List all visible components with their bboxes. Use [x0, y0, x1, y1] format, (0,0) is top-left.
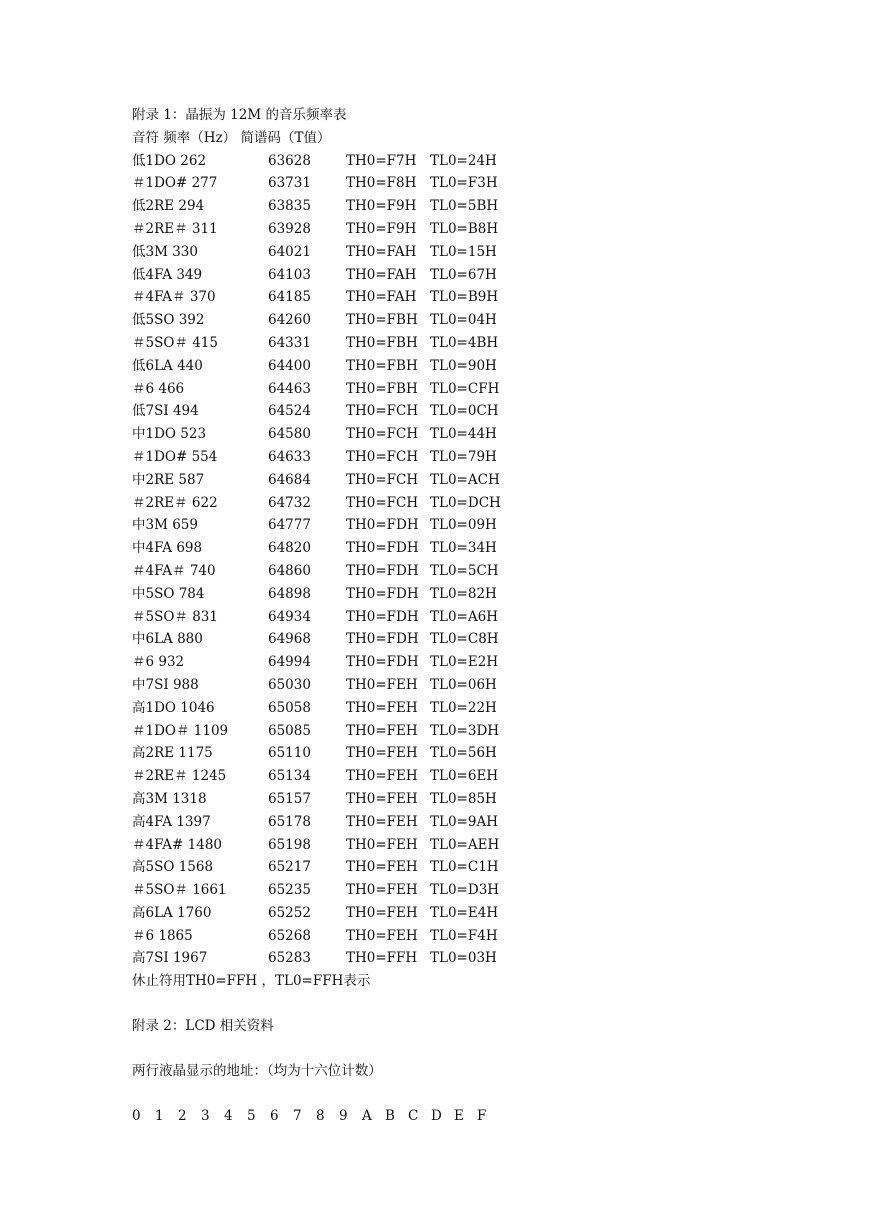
hex-digit: 6: [270, 1107, 279, 1124]
tl0-cell: TL0=F4H: [430, 927, 498, 944]
document-content: [132, 104, 832, 1127]
t-value-cell: 64185: [268, 289, 311, 306]
th0-cell: TH0=F9H: [346, 220, 417, 237]
table-row: [132, 514, 832, 537]
appendix2-title: 附录 2：LCD 相关资料: [132, 1018, 274, 1035]
tl0-cell: TL0=03H: [430, 950, 497, 967]
tl0-cell: TL0=3DH: [430, 722, 500, 739]
tl0-cell: TL0=04H: [430, 312, 497, 329]
hex-digit: 5: [247, 1107, 256, 1124]
table-row: [132, 834, 832, 857]
th0-cell: TH0=FEH: [346, 882, 418, 899]
t-value-cell: 63731: [268, 175, 311, 192]
hex-digit: D: [431, 1107, 442, 1124]
tl0-cell: TL0=DCH: [430, 494, 501, 511]
note-cell: 低7SI 494: [132, 403, 199, 420]
note-cell: 高2RE 1175: [132, 745, 213, 762]
note-cell: ＃1DO＃ 1109: [132, 722, 229, 739]
table-row: [132, 674, 832, 697]
t-value-cell: 64820: [268, 540, 311, 557]
t-value-cell: 64021: [268, 243, 311, 260]
tl0-cell: TL0=09H: [430, 517, 497, 534]
note-cell: 高6LA 1760: [132, 904, 212, 921]
tl0-cell: TL0=E2H: [430, 654, 499, 671]
table-row: [132, 423, 832, 446]
table-row: [132, 446, 832, 469]
hex-digit: E: [454, 1107, 464, 1124]
table-row: [132, 856, 832, 879]
hex-digit: 4: [224, 1107, 233, 1124]
hex-digit: 8: [316, 1107, 325, 1124]
table-row: [132, 172, 832, 195]
spacer: [132, 1038, 832, 1060]
table-row: [132, 697, 832, 720]
t-value-cell: 65134: [268, 768, 311, 785]
table-row: [132, 218, 832, 241]
t-value-cell: 64260: [268, 312, 311, 329]
note-cell: 中7SI 988: [132, 676, 199, 693]
tl0-cell: TL0=56H: [430, 745, 497, 762]
tl0-cell: TL0=15H: [430, 243, 497, 260]
note-cell: 低3M 330: [132, 243, 198, 260]
table-row: [132, 469, 832, 492]
note-cell: 高1DO 1046: [132, 699, 215, 716]
t-value-cell: 64777: [268, 517, 311, 534]
note-cell: ＃1DO# 554: [132, 448, 218, 465]
t-value-cell: 64331: [268, 334, 311, 351]
table-row: [132, 902, 832, 925]
frequency-table-header: 音符 频率（Hz） 简谱码（T值）: [132, 129, 331, 146]
th0-cell: TH0=FEH: [346, 904, 418, 921]
t-value-cell: 64400: [268, 357, 311, 374]
th0-cell: TH0=FDH: [346, 608, 419, 625]
table-row: [132, 742, 832, 765]
table-row: [132, 355, 832, 378]
hex-digit: 1: [155, 1107, 164, 1124]
note-cell: 低1DO 262: [132, 152, 207, 169]
th0-cell: TH0=FDH: [346, 517, 419, 534]
note-cell: ＃6 932: [132, 654, 185, 671]
table-row: [132, 309, 832, 332]
th0-cell: TH0=FBH: [346, 357, 418, 374]
t-value-cell: 65157: [268, 790, 311, 807]
t-value-cell: 64934: [268, 608, 311, 625]
th0-cell: TH0=FEH: [346, 745, 418, 762]
hex-digit: 7: [293, 1107, 302, 1124]
th0-cell: TH0=FEH: [346, 836, 418, 853]
th0-cell: TH0=FAH: [346, 289, 417, 306]
t-value-cell: 63835: [268, 198, 311, 215]
table-row: [132, 286, 832, 309]
tl0-cell: TL0=44H: [430, 426, 497, 443]
th0-cell: TH0=FEH: [346, 790, 418, 807]
table-row: [132, 765, 832, 788]
tl0-cell: TL0=6EH: [430, 768, 499, 785]
tl0-cell: TL0=79H: [430, 448, 497, 465]
note-cell: 中4FA 698: [132, 540, 203, 557]
th0-cell: TH0=FEH: [346, 813, 418, 830]
note-cell: ＃2RE＃ 1245: [132, 768, 227, 785]
t-value-cell: 65110: [268, 745, 311, 762]
th0-cell: TH0=FCH: [346, 448, 419, 465]
t-value-cell: 65178: [268, 813, 311, 830]
tl0-cell: TL0=22H: [430, 699, 497, 716]
table-row: [132, 583, 832, 606]
t-value-cell: 65217: [268, 859, 311, 876]
th0-cell: TH0=FEH: [346, 927, 418, 944]
tl0-cell: TL0=5CH: [430, 562, 499, 579]
tl0-cell: TL0=24H: [430, 152, 497, 169]
th0-cell: TH0=FDH: [346, 585, 419, 602]
tl0-cell: TL0=0CH: [430, 403, 499, 420]
hex-digit: F: [477, 1107, 487, 1124]
t-value-cell: 64994: [268, 654, 311, 671]
table-row: [132, 879, 832, 902]
t-value-cell: 65198: [268, 836, 311, 853]
th0-cell: TH0=F8H: [346, 175, 417, 192]
th0-cell: TH0=FCH: [346, 426, 419, 443]
spacer: [132, 993, 832, 1015]
table-row: [132, 195, 832, 218]
tl0-cell: TL0=06H: [430, 676, 497, 693]
t-value-cell: 64103: [268, 266, 311, 283]
tl0-cell: TL0=C8H: [430, 631, 499, 648]
note-cell: 中3M 659: [132, 517, 198, 534]
th0-cell: TH0=FCH: [346, 494, 419, 511]
t-value-cell: 65235: [268, 882, 311, 899]
note-cell: ＃6 466: [132, 380, 185, 397]
tl0-cell: TL0=AEH: [430, 836, 500, 853]
note-cell: 高5SO 1568: [132, 859, 214, 876]
th0-cell: TH0=FCH: [346, 471, 419, 488]
th0-cell: TH0=FDH: [346, 631, 419, 648]
note-cell: 中1DO 523: [132, 426, 207, 443]
tl0-cell: TL0=90H: [430, 357, 497, 374]
table-row: [132, 150, 832, 173]
th0-cell: TH0=FBH: [346, 312, 418, 329]
t-value-cell: 64633: [268, 448, 311, 465]
th0-cell: TH0=FBH: [346, 380, 418, 397]
t-value-cell: 64463: [268, 380, 311, 397]
note-cell: ＃5SO＃ 831: [132, 608, 218, 625]
tl0-cell: TL0=A6H: [430, 608, 498, 625]
hex-digit: B: [385, 1107, 395, 1124]
th0-cell: TH0=FDH: [346, 562, 419, 579]
note-cell: ＃4FA# 1480: [132, 836, 222, 853]
tl0-cell: TL0=B8H: [430, 220, 499, 237]
tl0-cell: TL0=5BH: [430, 198, 499, 215]
table-row: [132, 492, 832, 515]
table-row: [132, 241, 832, 264]
t-value-cell: 64860: [268, 562, 311, 579]
hex-digit: 3: [201, 1107, 210, 1124]
t-value-cell: 65085: [268, 722, 311, 739]
table-row: [132, 560, 832, 583]
table-row: [132, 788, 832, 811]
note-cell: 中6LA 880: [132, 631, 203, 648]
note-cell: 中5SO 784: [132, 585, 205, 602]
tl0-cell: TL0=CFH: [430, 380, 500, 397]
th0-cell: TH0=FBH: [346, 334, 418, 351]
table-row: [132, 651, 832, 674]
tl0-cell: TL0=ACH: [430, 471, 500, 488]
frequency-table: [132, 150, 832, 971]
th0-cell: TH0=FCH: [346, 403, 419, 420]
t-value-cell: 65058: [268, 699, 311, 716]
tl0-cell: TL0=F3H: [430, 175, 498, 192]
note-cell: 高7SI 1967: [132, 950, 208, 967]
tl0-cell: TL0=34H: [430, 540, 497, 557]
t-value-cell: 65283: [268, 950, 311, 967]
note-cell: 高4FA 1397: [132, 813, 211, 830]
note-cell: 中2RE 587: [132, 471, 205, 488]
table-row: [132, 400, 832, 423]
note-cell: 高3M 1318: [132, 790, 207, 807]
th0-cell: TH0=FAH: [346, 243, 417, 260]
th0-cell: TH0=FDH: [346, 654, 419, 671]
th0-cell: TH0=FAH: [346, 266, 417, 283]
th0-cell: TH0=FEH: [346, 859, 418, 876]
note-cell: ＃6 1865: [132, 927, 193, 944]
tl0-cell: TL0=4BH: [430, 334, 499, 351]
hex-digit-row: [132, 1105, 832, 1128]
table-row: [132, 947, 832, 970]
hex-digit: 9: [339, 1107, 348, 1124]
note-cell: ＃4FA＃ 370: [132, 289, 216, 306]
th0-cell: TH0=FEH: [346, 676, 418, 693]
rest-note: 休止符用TH0=FFH ，TL0=FFH表示: [132, 973, 371, 990]
table-row: [132, 537, 832, 560]
tl0-cell: TL0=C1H: [430, 859, 499, 876]
t-value-cell: 63928: [268, 220, 311, 237]
table-row: [132, 925, 832, 948]
t-value-cell: 64580: [268, 426, 311, 443]
tl0-cell: TL0=85H: [430, 790, 497, 807]
th0-cell: TH0=FDH: [346, 540, 419, 557]
t-value-cell: 64524: [268, 403, 311, 420]
lcd-address-heading: 两行液晶显示的地址：（均为十六位计数）: [132, 1062, 382, 1079]
note-cell: 低5SO 392: [132, 312, 205, 329]
th0-cell: TH0=FEH: [346, 699, 418, 716]
tl0-cell: TL0=B9H: [430, 289, 499, 306]
table-row: [132, 720, 832, 743]
hex-digit: 0: [132, 1107, 141, 1124]
note-cell: 低2RE 294: [132, 198, 205, 215]
th0-cell: TH0=F7H: [346, 152, 417, 169]
th0-cell: TH0=FEH: [346, 722, 418, 739]
tl0-cell: TL0=D3H: [430, 882, 500, 899]
th0-cell: TH0=FFH: [346, 950, 418, 967]
table-row: [132, 378, 832, 401]
t-value-cell: 65030: [268, 676, 311, 693]
tl0-cell: TL0=82H: [430, 585, 497, 602]
t-value-cell: 63628: [268, 152, 311, 169]
note-cell: ＃4FA＃ 740: [132, 562, 216, 579]
note-cell: 低6LA 440: [132, 357, 203, 374]
appendix1-title: 附录 1：晶振为 12M 的音乐频率表: [132, 107, 347, 123]
table-row: [132, 264, 832, 287]
tl0-cell: TL0=E4H: [430, 904, 499, 921]
note-cell: ＃2RE＃ 622: [132, 494, 218, 511]
spacer: [132, 1083, 832, 1105]
note-cell: ＃5SO＃ 1661: [132, 882, 227, 899]
tl0-cell: TL0=67H: [430, 266, 497, 283]
hex-digit: A: [362, 1107, 372, 1124]
note-cell: ＃2RE＃ 311: [132, 220, 218, 237]
tl0-cell: TL0=9AH: [430, 813, 498, 830]
t-value-cell: 65268: [268, 927, 311, 944]
table-row: [132, 606, 832, 629]
table-row: [132, 811, 832, 834]
t-value-cell: 64968: [268, 631, 311, 648]
t-value-cell: 64732: [268, 494, 311, 511]
table-row: [132, 628, 832, 651]
t-value-cell: 64898: [268, 585, 311, 602]
th0-cell: TH0=FEH: [346, 768, 418, 785]
note-cell: 低4FA 349: [132, 266, 203, 283]
t-value-cell: 65252: [268, 904, 311, 921]
hex-digit: C: [408, 1107, 419, 1124]
note-cell: ＃1DO# 277: [132, 175, 218, 192]
table-row: [132, 332, 832, 355]
t-value-cell: 64684: [268, 471, 311, 488]
note-cell: ＃5SO＃ 415: [132, 334, 218, 351]
hex-digit: 2: [178, 1107, 187, 1124]
th0-cell: TH0=F9H: [346, 198, 417, 215]
